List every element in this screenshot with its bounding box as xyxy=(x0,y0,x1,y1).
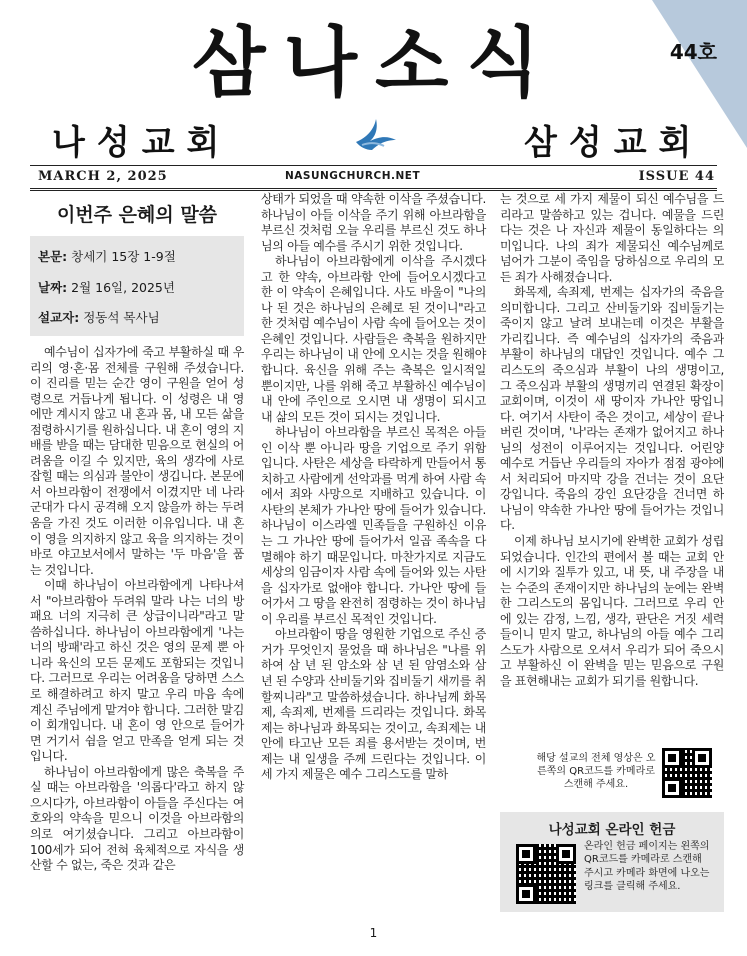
page-number: 1 xyxy=(369,926,378,940)
online-giving-box xyxy=(500,812,724,912)
issue-label: ISSUE 44 xyxy=(638,169,715,184)
dove-logo-icon xyxy=(352,116,398,156)
preacher-line: 설교자: 정동석 목사님 xyxy=(38,310,160,325)
church-url-link[interactable]: NASUNGCHURCH.NET xyxy=(285,170,421,182)
church-name-right: 삼성교회 xyxy=(524,123,704,163)
header-rule-top xyxy=(30,165,717,166)
paragraph: 는 것으로 세 가지 제물이 되신 예수님을 드리라고 말씀하고 있는 겁니다. 예물을 드린다는 것은 나 자신과 제물이 동일하다는 의미입니다. 나의 죄가 제물되신 예수님께로 넘어가 그분이 죽임을 당하심으로 우리의 모든 죄가 사해졌습니다. xyxy=(500,192,724,284)
paragraph: 하나님이 아브라함에게 많은 축복을 주실 때는 아브라함을 '의롭다'라고 하지 않으시다가, 아브라함이 아들을 주신다는 여호와의 약속을 믿으니 이것을 아브라함의 의로 여기셨습니다. 그리고 아브라함이 100세가 되어 전혀 육체적으로 자식을 생산할 수 없는, 죽은 것과 같은 xyxy=(30,764,244,873)
article-column-3 xyxy=(500,192,724,737)
scripture-line: 본문: 창세기 15장 1-9절 xyxy=(38,249,176,264)
paragraph: 하나님이 아브라함에게 이삭을 주시겠다고 한 약속, 아브라함 안에 들어오시겠다고 한 이 약속이 은혜입니다. 사도 바울이 "나의 나 된 것은 하나님의 은혜로 된 것이니"라고 한 것처럼 예수님이 사람 속에 들어오는 것이 은혜인 것입니다. 사람들은 축복을 원하지만 우리는 하나님이 내 안에 오시는 것을 원해야 합니다. 육신을 위해 주는 축복은 일시적일 뿐이지만, 나를 위해 죽고 부활하신 예수님이 내 안에 주인으로 오시면 내 생명이 되시고 내 삶의 모든 것이 되시는 것입니다. xyxy=(261,254,486,424)
paragraph: 상태가 되었을 때 약속한 이삭을 주셨습니다. 하나님이 아들 이삭을 주기 위해 아브라함을 부르신 것처럼 오늘 우리를 부르신 것도 하나님의 아들 예수를 주시기 위한 것입니다. xyxy=(261,192,486,253)
giving-qr-code-icon[interactable] xyxy=(516,844,576,904)
paragraph: 하나님이 아브라함을 부르신 목적은 아들인 이삭 뿐 아니라 땅을 기업으로 주기 위함입니다. 사탄은 세상을 타락하게 만들어서 통치하고 사람에게 선악과를 먹게 하여 사람 속에서 죄와 사망으로 지배하고 있습니다. 이 사탄의 본체가 가나안 땅에 들어가 있습니다. 하나님이 이스라엘 민족들을 구원하신 이유는 그 가나안 땅에 들어가서 일곱 족속을 다 멸해야 하기 때문입니다. 마찬가지로 지금도 세상의 임금이자 사람 속에 들어와 있는 사탄을 십자가로 없애야 합니다. 가나안 땅에 들어가서 그 땅을 완전히 점령하는 것이 하나님이 우리를 부르신 목적인 것입니다. xyxy=(261,425,486,626)
giving-title: 나성교회 온라인 헌금 xyxy=(548,822,676,838)
paragraph: 이제 하나님 보시기에 완벽한 교회가 성립되었습니다. 인간의 편에서 볼 때는 교회 안에 시기와 질투가 있고, 내 뜻, 내 주장을 내는 수준의 존재이지만 하나님의 눈에는 완벽한 그리스도의 몸입니다. 그러므로 우리 안에 있는 감정, 느낌, 생각, 판단은 거짓 세력들이니 믿지 말고, 하나님의 아들 예수 그리스도가 사람으로 오셔서 우리가 되어 죽으시고 부활하신 이 완벽을 믿는 믿음으로 구원을 표현해내는 교회가 되기를 원합니다. xyxy=(500,534,724,688)
date-line: 날짜: 2월 16일, 2025년 xyxy=(38,280,175,295)
section-title: 이번주 은혜의 말씀 xyxy=(56,204,218,226)
dateline-bar xyxy=(30,167,717,187)
giving-instructions: 온라인 헌금 페이지는 왼쪽의 QR코드를 카메라로 스캔해 주시고 카메라 화면에 나오는 링크를 클릭해 주세요. xyxy=(584,841,710,893)
paragraph: 예수님이 십자가에 죽고 부활하실 때 우리의 영·혼·몸 전체를 구원해 주셨습니다. 이 진리를 믿는 순간 영이 구원을 얻어 성령으로 거듭나게 됩니다. 이 성령은 내 영에만 계시지 않고 내 혼과 몸, 내 모든 삶을 점령하시기를 원하십니다. 내 혼이 영의 지배를 받을 때는 담대한 믿음으로 현실의 어려움을 이길 수 있지만, 육의 생각에 사로잡힐 때는 의심과 불안이 생깁니다. 본문에서 아브라함이 전쟁에서 이겼지만 네 나라 군대가 다시 공격해 오지 않을까 하는 두려움을 가진 것도 이러한 이유입니다. 내 혼이 영을 의지하지 않고 육을 의지하는 것이 바로 야고보서에서 말하는 '두 마음'을 품는 것입니다. xyxy=(30,345,244,577)
paragraph: 아브라함이 땅을 영원한 기업으로 주신 증거가 무엇인지 물었을 때 하나님은 "나를 위하여 삼 년 된 암소와 삼 년 된 암염소와 삼 년 된 수양과 산비둘기와 집비둘기 새끼를 취할찌니라"고 말씀하셨습니다. 하나님께 화목제, 속죄제, 번제를 드리라는 것입니다. 화목제는 하나님과 화목되는 것이고, 속죄제는 내 안에 타고난 모든 죄를 용서받는 것이며, 번제는 내 일생을 주께 드린다는 것입니다. 이 세 가지 제물은 예수 그리스도를 말하 xyxy=(261,627,486,782)
church-name-left: 나성교회 xyxy=(52,123,232,163)
issue-number-badge: 44호 xyxy=(669,40,717,64)
paragraph: 화목제, 속죄제, 번제는 십자가의 죽음을 의미합니다. 그리고 산비둘기와 집비둘기는 죽이지 않고 날려 보내는데 이것은 부활을 가리킵니다. 즉 예수님의 십자가의 죽음과 부활이 하나님의 대답인 것입니다. 예수 그리스도의 죽으심과 부활이 나의 생명이고, 그 죽으심과 부활의 생명끼리 연결된 확장이 교회이며, 이것이 새 땅이자 가나안 땅입니다. 여기서 사탄이 죽은 것이고, 세상이 끝나버린 것이며, '나'라는 존재가 없어지고 하나님의 성전이 이루어지는 것입니다. 어린양 예수로 거듭난 우리들의 자아가 점점 광야에서 처리되어 마지막 강을 건너는 것이 요단강입니다. 죽음의 강인 요단강을 건너면 하나님이 약속한 가나안 땅에 들어가는 것입니다. xyxy=(500,285,724,533)
newsletter-title: 삼나소식 xyxy=(192,18,558,107)
issue-date: MARCH 2, 2025 xyxy=(38,169,168,184)
paragraph: 이때 하나님이 아브라함에게 나타나셔서 "아브라함아 두려워 말라 나는 너의 방패요 너의 지극히 큰 상급이니라"라고 말씀하십니다. 하나님이 아브라함에게 '나는 너의 방패'라고 하신 것은 영의 문제 뿐 아니라 육신의 모든 문제도 포함되는 것입니다. 그러므로 우리는 어려움을 당하면 스스로 해결하려고 하지 말고 우리 마음 속에 계신 주님에게 맡겨야 합니다. 그러한 말김이 회개입니다. 내 혼이 영 안으로 들어가면 거기서 쉼을 얻고 만족을 얻게 되는 것입니다. xyxy=(30,578,244,764)
video-qr-note: 해당 설교의 전체 영상은 오른쪽의 QR코드를 카메라로 스캔해 주세요. xyxy=(536,753,656,790)
sermon-info-box xyxy=(30,236,244,336)
article-column-1 xyxy=(30,345,244,874)
article-column-2 xyxy=(261,192,486,783)
video-qr-code-icon[interactable] xyxy=(662,748,712,798)
